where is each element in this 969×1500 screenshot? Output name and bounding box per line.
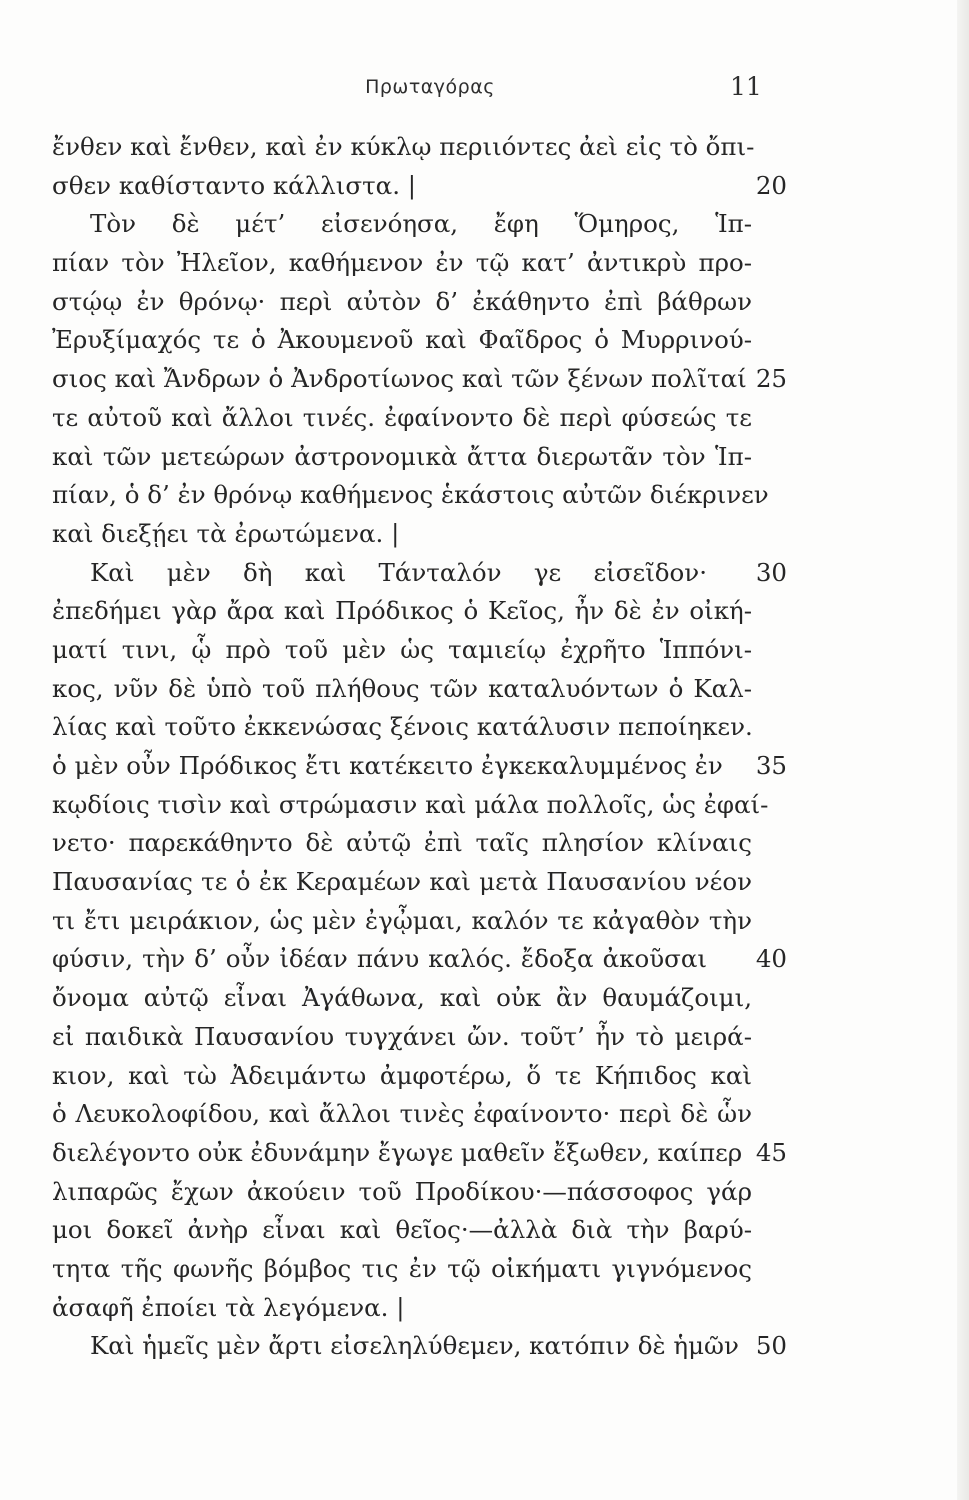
text-line (52, 1289, 782, 1328)
text-line (52, 1018, 782, 1057)
text-line (52, 128, 782, 167)
text-line-content: λιπαρῶς ἔχων ἀκούειν τοῦ Προδίκου·—πάσσοφος γάρ (52, 1176, 752, 1206)
text-line-content: διελέγοντο οὐκ ἐδυνάμην ἔγωγε μαθεῖν ἔξωθεν, καίπερ (52, 1137, 743, 1167)
text-line (52, 940, 787, 979)
text-line (52, 824, 782, 863)
text-line-content: ὁ μὲν οὖν Πρόδικος ἔτι κατέκειτο ἐγκεκαλυμμένος ἐν (52, 751, 723, 780)
text-line (52, 244, 782, 283)
text-line (52, 902, 782, 941)
text-line (52, 786, 782, 825)
text-line-content: πίαν τὸν Ἠλεῖον, καθήμενον ἐν τῷ κατ’ ἀντικρὺ προ- (52, 248, 752, 278)
text-line-content: κιον, καὶ τὼ Ἀδειμάντω ἀμφοτέρω, ὅ τε Κήπιδος καὶ (52, 1060, 752, 1090)
text-line (52, 979, 782, 1018)
text-line-content: ὁ Λευκολοφίδου, καὶ ἄλλοι τινὲς ἐφαίνοντο· περὶ δὲ ὧν (52, 1099, 752, 1129)
text-line-content: μοι δοκεῖ ἀνὴρ εἶναι καὶ θεῖος·—ἀλλὰ διὰ τὴν βαρύ- (52, 1215, 752, 1245)
text-line (52, 205, 782, 244)
text-line-content: κῳδίοις τισὶν καὶ στρώμασιν καὶ μάλα πολλοῖς, ὡς ἐφαί- (52, 789, 769, 819)
line-number: 50 (755, 1331, 787, 1361)
text-line (52, 592, 782, 631)
text-line (52, 708, 782, 747)
text-line (52, 360, 787, 399)
text-line (52, 515, 782, 554)
text-line-content: τε αὐτοῦ καὶ ἄλλοι τινές. ἐφαίνοντο δὲ περὶ φύσεώς τε (52, 402, 752, 432)
text-line-content: Καὶ μὲν δὴ καὶ Τάνταλόν γε εἰσεῖδον· (90, 557, 707, 587)
page-header (0, 72, 969, 108)
text-line-content: ἀσαφῆ ἐποίει τὰ λεγόμενα. | (52, 1292, 405, 1322)
text-line-content: καὶ διεξῄει τὰ ἐρωτώμενα. | (52, 518, 400, 548)
text-line (52, 167, 787, 206)
text-line (52, 1173, 782, 1212)
line-number: 25 (755, 364, 787, 394)
text-line (52, 1057, 782, 1096)
text-line-content: τι ἔτι μειράκιον, ὡς μὲν ἐγᾦμαι, καλόν τε κἀγαθὸν τὴν (52, 905, 752, 935)
text-line (52, 321, 782, 360)
text-line (52, 747, 787, 786)
text-line-content: στῴῳ ἐν θρόνῳ· περὶ αὐτὸν δ’ ἐκάθηντο ἐπὶ βάθρων (52, 286, 752, 316)
text-line-content: Παυσανίας τε ὁ ἐκ Κεραμέων καὶ μετὰ Παυσανίου νέον (52, 867, 752, 897)
text-line-content: σιος καὶ Ἄνδρων ὁ Ἀνδροτίωνος καὶ τῶν ξένων πολῖταί (52, 364, 747, 394)
text-line-content: ὄνομα αὐτῷ εἶναι Ἀγάθωνα, καὶ οὐκ ἂν θαυμάζοιμι, (52, 983, 752, 1013)
running-title: Πρωταγόρας (365, 76, 495, 98)
text-line-content: Τὸν δὲ μέτ’ εἰσενόησα, ἔφη Ὅμηρος, Ἱπ- (90, 209, 752, 239)
text-line (52, 1134, 787, 1173)
text-line (52, 283, 782, 322)
line-number: 45 (755, 1137, 787, 1167)
text-line (52, 631, 782, 670)
text-line (52, 1250, 782, 1289)
text-line (52, 670, 782, 709)
text-line-content: πίαν, ὁ δ’ ἐν θρόνῳ καθήμενος ἑκάστοις αὐτῶν διέκρινεν (52, 480, 769, 510)
line-number: 40 (755, 944, 787, 974)
text-line (52, 1327, 787, 1366)
text-line (52, 438, 782, 477)
text-line (52, 399, 782, 438)
page-edge-shadow (957, 0, 969, 1500)
text-line-content: ἔνθεν καὶ ἔνθεν, καὶ ἐν κύκλῳ περιιόντες ἀεὶ εἰς τὸ ὄπι- (52, 132, 755, 161)
line-number: 20 (755, 170, 787, 200)
text-line (52, 1211, 782, 1250)
text-line-content: Καὶ ἡμεῖς μὲν ἄρτι εἰσεληλύθεμεν, κατόπιν δὲ ἡμῶν (90, 1331, 739, 1361)
text-line-content: καὶ τῶν μετεώρων ἀστρονομικὰ ἄττα διερωτᾶν τὸν Ἱπ- (52, 441, 752, 471)
text-line-content: λίας καὶ τοῦτο ἐκκενώσας ξένοις κατάλυσιν πεποίηκεν. (52, 712, 753, 742)
text-line-content: νετο· παρεκάθηντο δὲ αὐτῷ ἐπὶ ταῖς πλησίον κλίναις (52, 828, 752, 858)
text-line-content: Ἐρυξίμαχός τε ὁ Ἀκουμενοῦ καὶ Φαῖδρος ὁ Μυρρινού- (52, 325, 752, 355)
page-number: 11 (730, 72, 762, 101)
text-line (52, 1095, 782, 1134)
text-line-content: κος, νῦν δὲ ὑπὸ τοῦ πλήθους τῶν καταλυόντων ὁ Καλ- (52, 673, 752, 703)
line-number: 30 (755, 557, 787, 587)
body-text (52, 128, 787, 1366)
text-line-content: εἰ παιδικὰ Παυσανίου τυγχάνει ὤν. τοῦτ’ ἦν τὸ μειρά- (52, 1021, 752, 1051)
text-line (52, 476, 782, 515)
text-line-content: φύσιν, τὴν δ’ οὖν ἰδέαν πάνυ καλός. ἔδοξα ἀκοῦσαι (52, 944, 707, 974)
text-line-content: ἐπεδήμει γὰρ ἄρα καὶ Πρόδικος ὁ Κεῖος, ἦν δὲ ἐν οἰκή- (52, 596, 752, 626)
text-line-content: τητα τῆς φωνῆς βόμβος τις ἐν τῷ οἰκήματι γιγνόμενος (52, 1253, 752, 1283)
text-line (52, 863, 782, 902)
line-number: 35 (755, 751, 787, 780)
text-line-content: ματί τινι, ᾧ πρὸ τοῦ μὲν ὡς ταμιείῳ ἐχρῆτο Ἱππόνι- (52, 634, 752, 664)
text-line (52, 554, 787, 593)
text-line-content: σθεν καθίσταντο κάλλιστα. | (52, 170, 417, 200)
